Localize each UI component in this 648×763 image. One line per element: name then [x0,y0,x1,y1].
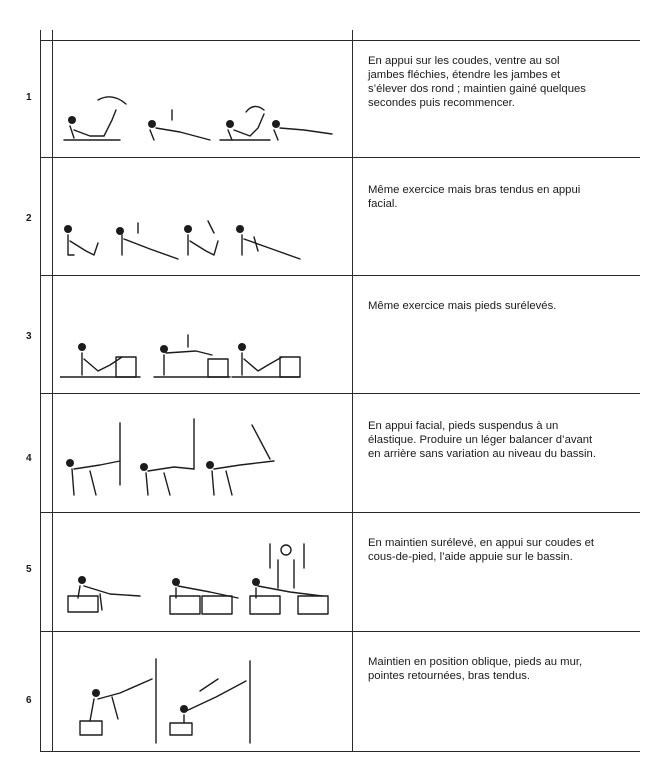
exercise-illustration [60,90,345,150]
exercise-number: 2 [26,213,32,224]
exercise-description: Même exercice mais bras tendus en appui facial. [368,184,581,210]
exercise-row-3 [0,275,648,393]
exercise-number: 1 [26,92,32,103]
exercise-description: En maintien surélevé, en appui sur coudes et cous-de-pied, l’aide appuie sur le bassin. [368,537,595,563]
exercise-row-6 [0,631,648,751]
exercise-number: 3 [26,331,32,342]
exercise-illustration [60,325,345,385]
table-bottom-border [40,751,640,752]
exercise-row-5 [0,512,648,631]
exercise-illustration [60,207,345,267]
exercise-row-1 [0,40,648,157]
exercise-description: Même exercice mais pieds surélevés. [368,300,557,312]
exercise-illustration [60,657,345,745]
exercise-number: 6 [26,695,32,706]
exercise-description: En appui sur les coudes, ventre au sol jambes fléchies, étendre les jambes et s’élever dos rond ; maintien gainé quelques secondes puis recommencer. [368,55,586,109]
exercise-illustration [60,538,345,624]
exercise-row-2 [0,157,648,275]
exercise-number: 5 [26,564,32,575]
exercise-number: 4 [26,453,32,464]
exercise-row-4 [0,393,648,512]
exercise-description: En appui facial, pieds suspendus à un élastique. Produire un léger balancer d’avant en arrière sans variation au niveau du bassin. [368,420,596,460]
exercise-description: Maintien en position oblique, pieds au mur, pointes retournées, bras tendus. [368,656,583,682]
exercise-illustration [60,415,345,503]
